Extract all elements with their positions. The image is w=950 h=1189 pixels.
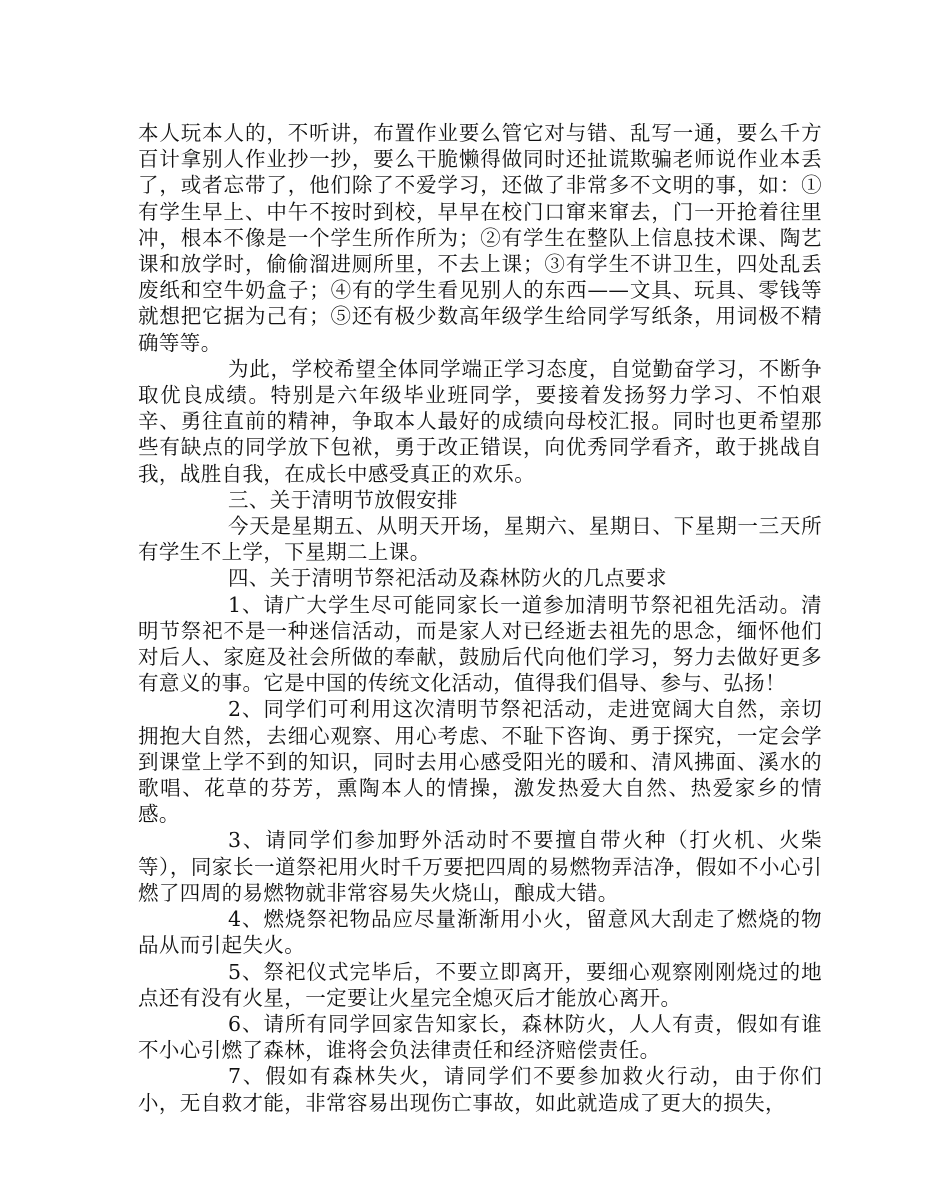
list-item-6: 6、请所有同学回家告知家长，森林防火，人人有责，假如有谁不小心引燃了森林，谁将会负法律责任和经济赔偿责任。 [138, 1011, 822, 1063]
list-item-3: 3、请同学们参加野外活动时不要擅自带火种（打火机、火柴等），同家长一道祭祀用火时千万要把四周的易燃物弄洁净，假如不小心引燃了四周的易燃物就非常容易失火烧山，酿成大错。 [138, 828, 822, 905]
list-item-1: 1、请广大学生尽可能同家长一道参加清明节祭祀祖先活动。清明节祭祀不是一种迷信活动，而是家人对已经逝去祖先的思念，缅怀他们对后人、家庭及社会所做的奉献，鼓励后代向他们学习，努力去做好更多有意义的事。它是中国的传统文化活动，值得我们倡导、参与、弘扬！ [138, 592, 822, 696]
document-page [138, 120, 822, 1116]
list-item-5: 5、祭祀仪式完毕后，不要立即离开，要细心观察刚刚烧过的地点还有没有火星，一定要让火星完全熄灭后才能放心离开。 [138, 959, 822, 1010]
section-heading-qingming-holiday: 三、关于清明节放假安排 [228, 487, 458, 512]
section-heading-fire-prevention: 四、关于清明节祭祀活动及森林防火的几点要求 [228, 566, 667, 591]
paragraph-misbehavior-list: 本人玩本人的，不听讲，布置作业要么管它对与错、乱写一通，要么千方百计拿别人作业抄一抄，要么干脆懒得做同时还扯谎欺骗老师说作业本丢了，或者忘带了，他们除了不爱学习，还做了非常多不文明的事，如：①有学生早上、中午不按时到校，早早在校门口窜来窜去，门一开抢着往里冲，根本不像是一个学生所作所为；②有学生在整队上信息技术课、陶艺课和放学时，偷偷溜进厕所里，不去上课；③有学生不讲卫生，四处乱丢废纸和空牛奶盒子；④有的学生看见别人的东西——文具、玩具、零钱等就想把它据为己有；⑤还有极少数高年级学生给同学写纸条，用词极不精确等等。 [138, 121, 822, 355]
paragraph-school-hope: 为此，学校希望全体同学端正学习态度，自觉勤奋学习，不断争取优良成绩。特别是六年级毕业班同学，要接着发扬努力学习、不怕艰辛、勇往直前的精神，争取本人最好的成绩向母校汇报。同时也更希望那些有缺点的同学放下包袱，勇于改正错误，向优秀同学看齐，敢于挑战自我，战胜自我，在成长中感受真正的欢乐。 [138, 356, 822, 486]
list-item-7: 7、假如有森林失火，请同学们不要参加救火行动，由于你们小，无自救才能，非常容易出现伤亡事故，如此就造成了更大的损失， [138, 1064, 822, 1115]
list-item-4: 4、燃烧祭祀物品应尽量渐渐用小火，留意风大刮走了燃烧的物品从而引起失火。 [138, 907, 822, 958]
paragraph-holiday-schedule: 今天是星期五、从明天开场，星期六、星期日、下星期一三天所有学生不上学，下星期二上课。 [138, 514, 822, 565]
list-item-2: 2、同学们可利用这次清明节祭祀活动，走进宽阔大自然，亲切拥抱大自然，去细心观察、用心考虑、不耻下咨询、勇于探究，一定会学到课堂上学不到的知识，同时去用心感受阳光的暖和、清风拂面、溪水的歌唱、花草的芬芳，熏陶本人的情操，激发热爱大自然、热爱家乡的情感。 [138, 697, 822, 827]
